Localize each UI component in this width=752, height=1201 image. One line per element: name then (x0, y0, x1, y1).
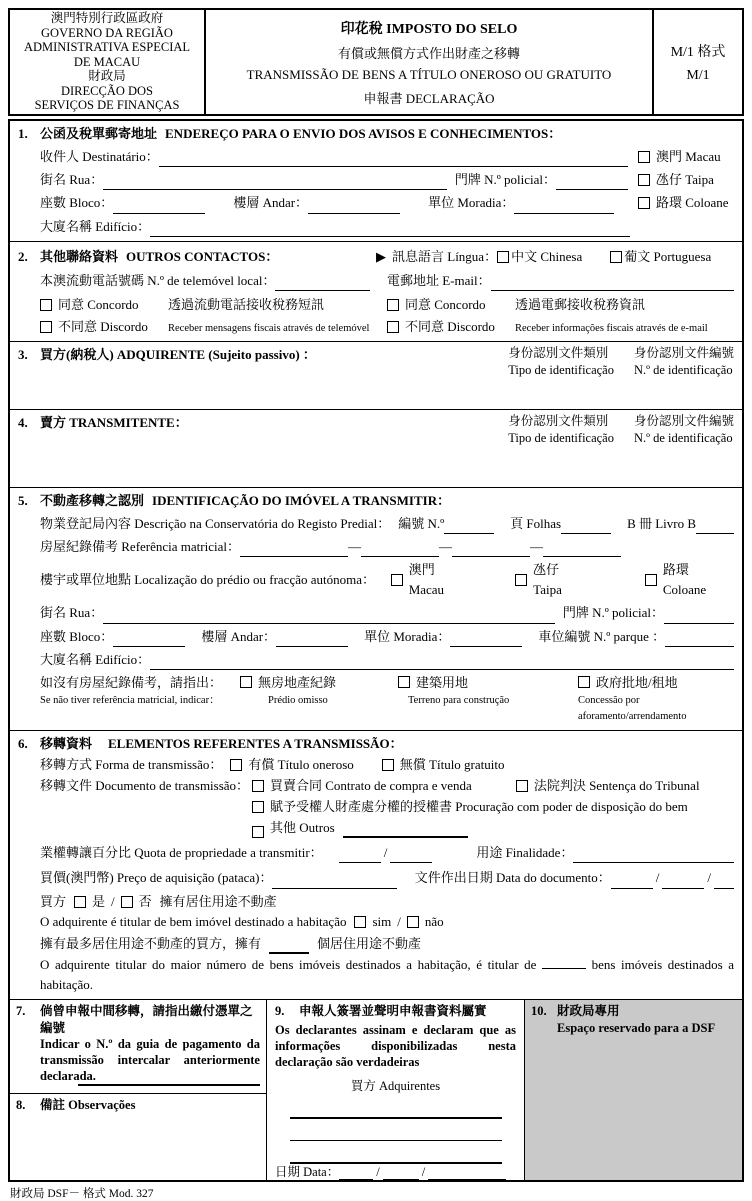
signature-month-field[interactable] (383, 1166, 419, 1180)
policial-field[interactable] (556, 176, 628, 190)
slash: / (111, 893, 115, 909)
form-body (8, 119, 744, 1182)
contrato-checkbox[interactable] (252, 780, 264, 792)
form-subtitle-zh: 有償或無償方式作出財產之移轉 (337, 45, 520, 61)
edificio-label: 大廈名稱 Edifício： (40, 218, 151, 234)
destinatario-label: 收件人 Destinatário： (40, 149, 159, 165)
macau-checkbox[interactable] (638, 151, 650, 163)
slash: / (655, 870, 660, 886)
section-8-number: 8. (16, 1098, 26, 1113)
quota-denominator-field[interactable] (390, 849, 432, 863)
mail-disagree-label: 不同意 Discordo (405, 319, 495, 335)
property-taipa-label: 氹仔 Taipa (533, 562, 562, 598)
sentenca-label: 法院判決 Sentença do Tribunal (533, 777, 700, 793)
portuguese-checkbox[interactable] (610, 251, 622, 263)
id-num-zh: 身份認別文件編號 (633, 414, 734, 429)
signature-date-label: 日期 Data： (275, 1164, 340, 1179)
doc-month-field[interactable] (662, 875, 704, 889)
property-edificio-field[interactable] (150, 656, 734, 670)
sms-desc-pt: Receber mensagens fiscais através de telemóvel (168, 323, 370, 334)
signature-line-2[interactable] (290, 1140, 502, 1141)
moradia-label: 單位 Moradia： (428, 195, 515, 211)
oneroso-label: 有償 Título oneroso (248, 756, 354, 772)
section-7-number: 7. (16, 1004, 26, 1019)
nao-zh-label: 否 (138, 893, 152, 909)
email-field[interactable] (491, 277, 734, 291)
section-4-transmitter (10, 409, 742, 487)
form-code: M/1 (686, 67, 710, 83)
sentenca-checkbox[interactable] (516, 780, 528, 792)
doc-year-field[interactable] (714, 875, 734, 889)
issuer-line: 澳門特別行政區政府 (50, 11, 164, 26)
form-code-block (652, 10, 742, 114)
livro-label: B 冊 Livro B (627, 515, 697, 531)
contrato-label: 買賣合同 Contrato de compra e venda (270, 777, 472, 793)
titular-zh-prefix: 買方 (40, 893, 67, 909)
localizacao-label: 樓宇或單位地點 Localização do prédio ou fracção autónoma： (40, 572, 375, 588)
edificio-field[interactable] (150, 223, 630, 237)
form-subtitle-pt: TRANSMISSÃO DE BENS A TÍTULO ONEROSO OU GRATUITO (246, 66, 612, 82)
section-10-subtitle: Espaço reservado para a DSF (557, 1020, 716, 1035)
terreno-checkbox[interactable] (398, 676, 410, 688)
form-code-zh: M/1 格式 (670, 44, 726, 60)
parque-label: 車位編號 N.º parque ： (538, 628, 666, 644)
finalidade-label: 用途 Finalidade： (476, 845, 574, 861)
acquirer-entry-area[interactable] (18, 379, 734, 405)
chinese-label: 中文 Chinesa (511, 248, 583, 264)
property-policial-label: 門牌 N.º policial： (562, 605, 664, 621)
section-4-number: 4. (18, 415, 28, 431)
sms-disagree-checkbox[interactable] (40, 321, 52, 333)
policial-label: 門牌 N.º policial： (454, 172, 556, 188)
section-9-number: 9. (275, 1004, 285, 1019)
section-6-number: 6. (18, 735, 28, 751)
section-5-title (18, 491, 734, 511)
section-6-transmission-elements (10, 730, 742, 1000)
payment-slip-number-field[interactable] (78, 1084, 260, 1086)
finalidade-field[interactable] (573, 849, 734, 863)
section-5-number: 5. (18, 492, 28, 508)
property-rua-field[interactable] (103, 610, 555, 624)
lingua-label: 訊息語言 Língua： (392, 248, 498, 264)
section-1-title-zh: 公函及稅單郵寄地址 (40, 126, 158, 141)
property-bloco-label: 座數 Bloco： (40, 628, 114, 644)
section-3-title (18, 345, 508, 379)
folhas-label: 頁 Folhas (510, 515, 562, 531)
matricial-field-2[interactable] (361, 543, 439, 557)
id-type-zh: 身份認別文件類別 (508, 346, 609, 361)
quota-label: 業權轉讓百分比 Quota de propriedade a transmitir： (40, 845, 323, 861)
matricial-field-4[interactable] (543, 543, 621, 557)
section-4-title (18, 413, 508, 447)
outros-checkbox[interactable] (252, 826, 264, 838)
property-coloane-checkbox[interactable] (645, 574, 657, 586)
moradia-field[interactable] (514, 200, 614, 214)
telemovel-label: 本澳流動電話號碼 N.º de telemóvel local： (40, 272, 276, 288)
form-declaration-label: 申報書 DECLARAÇÃO (363, 90, 495, 106)
signature-day-field[interactable] (339, 1166, 373, 1180)
section-2-title-pt: OUTROS CONTACTOS： (126, 248, 279, 264)
id-type-pt: Tipo de identificação (508, 363, 614, 378)
section-1-title (18, 124, 734, 144)
section-10-title: 財政局專用 (557, 1004, 620, 1019)
section-6-title (18, 734, 734, 754)
slash: / (376, 1164, 380, 1179)
property-andar-label: 樓層 Andar： (201, 628, 277, 644)
concessao-label-zh: 政府批地/租地 (596, 674, 678, 690)
omisso-label-zh: 無房地產紀錄 (258, 674, 337, 690)
id-num-pt: N.º de identificação (633, 430, 733, 445)
concessao-checkbox[interactable] (578, 676, 590, 688)
property-moradia-label: 單位 Moradia： (364, 628, 451, 644)
andar-label: 樓層 Andar： (233, 195, 309, 211)
section-6-title-pt: ELEMENTOS REFERENTES A TRANSMISSÃO： (108, 735, 403, 751)
max-zh-suffix: 個居住用途不動產 (317, 935, 422, 951)
procuracao-checkbox[interactable] (252, 801, 264, 813)
issuer-line: DIRECÇÃO DOS (60, 83, 154, 98)
issuer-line: GOVERNO DA REGIÃO (41, 25, 173, 40)
max-count-zh-field[interactable] (269, 940, 309, 954)
issuer-line: SERVIÇOS DE FINANÇAS (34, 98, 180, 113)
signature-line-1[interactable] (290, 1117, 502, 1119)
section-10-dsf-reserved (525, 1000, 742, 1180)
rua-label: 街名 Rua： (40, 172, 104, 188)
max-pt-prefix: O adquirente titular do maior número de bens imóveis destinados a habitação, é titular de (40, 956, 537, 972)
id-num-pt: N.º de identificação (633, 363, 733, 378)
livro-field[interactable] (696, 520, 734, 534)
section-2-number: 2. (18, 248, 28, 264)
coloane-label: 路環 Coloane (656, 195, 729, 211)
matricial-field-3[interactable] (452, 543, 530, 557)
section-5-title-pt: IDENTIFICAÇÃO DO IMÓVEL A TRANSMITIR： (152, 492, 451, 508)
section-5-title-zh: 不動產移轉之認別 (40, 492, 145, 508)
mail-desc-zh: 透過電郵接收稅務資訊 (515, 296, 646, 312)
section-10-number: 10. (531, 1004, 547, 1019)
max-pt-sentence (18, 955, 734, 995)
issuer-block (10, 10, 206, 114)
property-bloco-field[interactable] (113, 633, 185, 647)
sem-ref-label-pt: Se não tiver referência matricial, indicar： (40, 695, 220, 707)
procuracao-label: 賦予受權人財產處分權的授權書 Procuração com poder de disposição do bem (270, 798, 688, 814)
terreno-label-zh: 建築用地 (416, 674, 469, 690)
slash: / (421, 1164, 426, 1179)
transmitter-id-header (508, 413, 734, 447)
section-7-title: 倘曾申報中間移轉，請指出繳付憑單之編號 (40, 1004, 253, 1035)
coloane-checkbox[interactable] (638, 197, 650, 209)
section-8-observations (10, 1094, 266, 1180)
oneroso-checkbox[interactable] (230, 759, 242, 771)
rua-field[interactable] (103, 176, 447, 190)
section-9-body: Os declarantes assinam e declaram que as informações disponibilizadas nesta declaração são verdadeiras (275, 1022, 516, 1069)
section-2-title-zh: 其他聯絡資料 (40, 248, 119, 264)
mail-agree-label: 同意 Concordo (405, 296, 486, 312)
signature-table (10, 999, 742, 1180)
predial-label: 物業登記局內容 Descrição na Conservatória do Registo Predial： (40, 515, 391, 531)
section-3-acquirer (10, 341, 742, 409)
portuguese-label: 葡文 Portuguesa (624, 248, 712, 264)
property-taipa-checkbox[interactable] (515, 574, 527, 586)
section-7-intermediate-transmission (10, 1000, 266, 1094)
property-macau-label: 澳門 Macau (408, 562, 445, 598)
property-andar-field[interactable] (276, 633, 348, 647)
section-4-title-text: 賣方 TRANSMITENTE： (40, 415, 188, 431)
signature-year-field[interactable] (428, 1166, 506, 1180)
arrow-icon: ▶ (376, 248, 386, 264)
numero-label: 編號 N.º (398, 515, 445, 531)
form-title: 印花稅 IMPOSTO DO SELO (340, 21, 518, 37)
left-column (10, 1000, 267, 1180)
adquirentes-label: 買方 Adquirentes (350, 1079, 441, 1094)
section-1-number: 1. (18, 126, 28, 141)
section-5-property-identification (10, 487, 742, 730)
mail-agree-checkbox[interactable] (387, 299, 399, 311)
form-title-block (206, 10, 652, 114)
outros-field[interactable] (343, 824, 468, 838)
nao-pt-label: não (424, 913, 444, 929)
form-model-footer: 財政局 DSF－ 格式 Mod. 327 (10, 1188, 154, 1201)
issuer-line: 財政局 (88, 69, 126, 84)
quota-numerator-field[interactable] (339, 849, 381, 863)
andar-field[interactable] (308, 200, 400, 214)
outros-label: 其他 Outros (270, 820, 335, 836)
sms-desc-zh: 透過流動電話接收稅務短訊 (168, 296, 325, 312)
section-2-other-contacts (10, 241, 742, 342)
sim-pt-label: sim (372, 913, 392, 929)
section-7-body: Indicar o N.º da guia de pagamento da transmissão intercalar anteriormente declarada. (40, 1036, 260, 1084)
max-count-pt-field[interactable] (542, 955, 586, 969)
id-num-zh: 身份認別文件編號 (633, 346, 734, 361)
property-edificio-label: 大廈名稱 Edifício： (40, 651, 151, 667)
taipa-label: 氹仔 Taipa (656, 172, 714, 188)
taipa-checkbox[interactable] (638, 174, 650, 186)
titular-nao-zh-checkbox[interactable] (121, 896, 133, 908)
section-2-title (18, 247, 376, 267)
parque-field[interactable] (665, 633, 734, 647)
bloco-label: 座數 Bloco： (40, 195, 114, 211)
concessao-label-pt: Concessão por aforamento/arrendamento (578, 695, 687, 723)
omisso-checkbox[interactable] (240, 676, 252, 688)
transmitter-entry-area[interactable] (18, 447, 734, 483)
form-header (8, 8, 744, 116)
section-6-title-zh: 移轉資料 (40, 735, 93, 751)
matricial-field-1[interactable] (240, 543, 348, 557)
section-3-title-text: 買方(納稅人) ADQUIRENTE (Sujeito passivo) ： (40, 347, 316, 363)
property-macau-checkbox[interactable] (391, 574, 403, 586)
issuer-line: ADMINISTRATIVA ESPECIAL (23, 40, 191, 55)
destinatario-field[interactable] (159, 153, 628, 167)
titular-sim-pt-checkbox[interactable] (354, 916, 366, 928)
matricial-label: 房屋紀錄備考 Referência matricial： (40, 539, 240, 555)
section-9-declaration-signatures (267, 1000, 525, 1180)
slash: / (397, 913, 401, 929)
dash: — (530, 539, 543, 555)
section-8-title: 備註 Observações (40, 1098, 136, 1113)
titular-pt-prefix: O adquirente é titular de bem imóvel destinado a habitação (40, 913, 347, 929)
numero-field[interactable] (444, 520, 494, 534)
section-9-title: 申報人簽署並聲明申報書資料屬實 (299, 1004, 487, 1019)
mail-disagree-checkbox[interactable] (387, 321, 399, 333)
titular-zh-suffix: 擁有居住用途不動產 (159, 893, 277, 909)
issuer-line: DE MACAU (73, 54, 141, 69)
macau-label: 澳門 Macau (656, 149, 721, 165)
dash: — (439, 539, 452, 555)
max-pt-suffix: bens imóveis destinados a habitação. (40, 956, 734, 993)
observations-entry-area[interactable] (16, 1114, 260, 1174)
property-policial-field[interactable] (664, 610, 734, 624)
acquirer-id-header (508, 345, 734, 379)
forma-label: 移轉方式 Forma de transmissão： (40, 756, 223, 772)
bloco-field[interactable] (113, 200, 205, 214)
sms-disagree-label: 不同意 Discordo (58, 319, 148, 335)
mail-desc-pt: Receber informações fiscais através de e-mail (515, 323, 708, 334)
email-label: 電郵地址 E-mail： (387, 272, 491, 288)
sms-agree-checkbox[interactable] (40, 299, 52, 311)
omisso-label-pt: Prédio omisso (268, 695, 328, 707)
slash: / (383, 845, 388, 861)
dash: — (348, 539, 361, 555)
section-1-mailing-address (10, 121, 742, 241)
slash: / (707, 870, 711, 886)
section-1-title-pt: ENDEREÇO PARA O ENVIO DOS AVISOS E CONHECIMENTOS： (165, 126, 562, 141)
telemovel-field[interactable] (275, 277, 370, 291)
documento-label: 移轉文件 Documento de transmissão： (40, 777, 250, 793)
titular-nao-pt-checkbox[interactable] (407, 916, 419, 928)
doc-day-field[interactable] (611, 875, 653, 889)
max-zh-prefix: 擁有最多居住用途不動產的買方，擁有 (40, 935, 262, 951)
data-doc-label: 文件作出日期 Data do documento： (414, 870, 611, 886)
folhas-field[interactable] (561, 520, 611, 534)
property-moradia-field[interactable] (450, 633, 522, 647)
property-coloane-label: 路環 Coloane (662, 562, 707, 598)
chinese-checkbox[interactable] (497, 251, 509, 263)
sms-agree-label: 同意 Concordo (58, 296, 139, 312)
property-rua-label: 街名 Rua： (40, 605, 104, 621)
section-3-number: 3. (18, 347, 28, 363)
gratuito-checkbox[interactable] (382, 759, 394, 771)
titular-sim-zh-checkbox[interactable] (74, 896, 86, 908)
sim-zh-label: 是 (92, 893, 106, 909)
id-type-zh: 身份認別文件類別 (508, 414, 609, 429)
gratuito-label: 無償 Título gratuito (399, 756, 505, 772)
terreno-label-pt: Terreno para construção (408, 695, 510, 707)
preco-field[interactable] (272, 875, 397, 889)
sem-ref-label-zh: 如沒有房屋紀錄備考，請指出： (40, 674, 223, 690)
id-type-pt: Tipo de identificação (508, 430, 614, 445)
preco-label: 買價(澳門幣) Preço de aquisição (pataca)： (40, 870, 273, 886)
